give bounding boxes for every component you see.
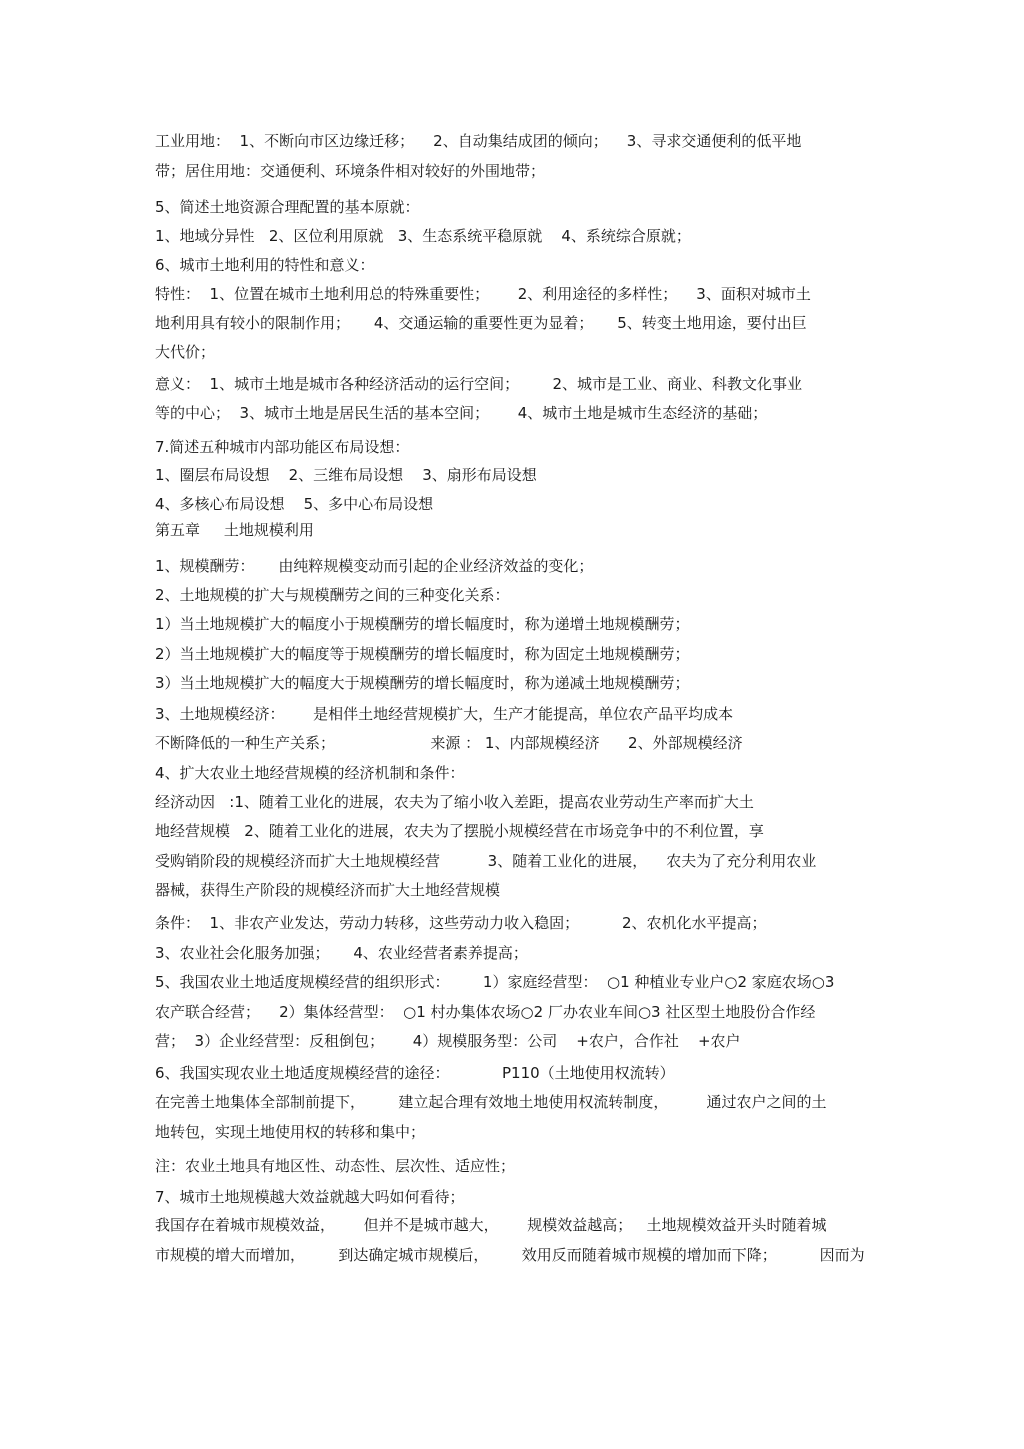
text-line: 带；居住用地：交通便利、环境条件相对较好的外围地带；	[155, 162, 546, 180]
text-line: 2、土地规模的扩大与规模酬劳之间的三种变化关系：	[155, 586, 510, 604]
text-line: 6、我国实现农业土地适度规模经营的途径： P110（土地使用权流转）	[155, 1064, 675, 1082]
text-line: 4、多核心布局设想 5、多中心布局设想	[155, 495, 434, 513]
text-line: 7.简述五种城市内部功能区布局设想：	[155, 438, 410, 456]
text-line: 经济动因 :1、随着工业化的进展，农夫为了缩小收入差距，提高农业劳动生产率而扩大土	[155, 793, 754, 811]
text-line: 地利用具有较小的限制作用； 4、交通运输的重要性更为显着； 5、转变土地用途，要付出巨	[155, 314, 807, 332]
chapter-heading: 第五章 土地规模利用	[155, 521, 314, 539]
text-line: 不断降低的一种生产关系； 来源 ： 1、内部规模经济 2、外部规模经济	[155, 734, 743, 752]
text-line: 1、地域分异性 2、区位利用原就 3、生态系统平稳原就 4、系统综合原就；	[155, 227, 691, 245]
text-line: 等的中心； 3、城市土地是居民生活的基本空间； 4、城市土地是城市生态经济的基础；	[155, 404, 768, 422]
text-line: 营； 3）企业经营型：反租倒包； 4）规模服务型：公司 +农户，合作社 +农户	[155, 1032, 741, 1050]
text-line: 3、农业社会化服务加强； 4、农业经营者素养提高；	[155, 944, 528, 962]
text-line: 器械，获得生产阶段的规模经济而扩大土地经营规模	[155, 881, 501, 899]
text-line: 1）当土地规模扩大的幅度小于规模酬劳的增长幅度时，称为递增土地规模酬劳；	[155, 615, 690, 633]
text-line: 5、我国农业土地适度规模经营的组织形式： 1）家庭经营型： ○1 种植业专业户○2 家庭农场○3	[155, 973, 835, 991]
text-line: 我国存在着城市规模效益， 但并不是城市越大， 规模效益越高； 土地规模效益开头时随着城	[155, 1216, 827, 1234]
text-line: 2）当土地规模扩大的幅度等于规模酬劳的增长幅度时，称为固定土地规模酬劳；	[155, 645, 690, 663]
text-line: 7、城市土地规模越大效益就越大吗如何看待；	[155, 1188, 465, 1206]
text-line: 5、简述土地资源合理配置的基本原就：	[155, 198, 420, 216]
text-line: 地转包，实现土地使用权的转移和集中；	[155, 1123, 426, 1141]
text-line: 大代价；	[155, 343, 216, 361]
text-line: 受购销阶段的规模经济而扩大土地规模经营 3、随着工业化的进展， 农夫为了充分利用农业	[155, 852, 817, 870]
text-line: 条件： 1、非农产业发达，劳动力转移，这些劳动力收入稳固； 2、农机化水平提高；	[155, 914, 767, 932]
text-line: 注：农业土地具有地区性、动态性、层次性、适应性；	[155, 1157, 516, 1175]
text-line: 1、规模酬劳： 由纯粹规模变动而引起的企业经济效益的变化；	[155, 557, 594, 575]
text-line: 地经营规模 2、随着工业化的进展，农夫为了摆脱小规模经营在市场竞争中的不利位置，享	[155, 822, 764, 840]
text-line: 3、土地规模经济： 是相伴土地经营规模扩大，生产才能提高，单位农产品平均成本	[155, 705, 734, 723]
text-line: 特性： 1、位置在城市土地利用总的特殊重要性； 2、利用途径的多样性； 3、面积对城市土	[155, 285, 811, 303]
text-line: 工业用地： 1、不断向市区边缘迁移； 2、自动集结成团的倾向； 3、寻求交通便利的低平地	[155, 132, 802, 150]
text-line: 市规模的增大而增加， 到达确定城市规模后， 效用反而随着城市规模的增加而下降； 因而为	[155, 1246, 865, 1264]
text-line: 6、城市土地利用的特性和意义：	[155, 256, 375, 274]
text-line: 意义： 1、城市土地是城市各种经济活动的运行空间； 2、城市是工业、商业、科教文化事业	[155, 375, 803, 393]
text-line: 农产联合经营； 2）集体经营型： ○1 村办集体农场○2 厂办农业车间○3 社区型土地股份合作经	[155, 1003, 816, 1021]
text-line: 1、圈层布局设想 2、三维布局设想 3、扇形布局设想	[155, 466, 537, 484]
text-line: 在完善土地集体全部制前提下， 建立起合理有效地土地使用权流转制度， 通过农户之间的土	[155, 1093, 827, 1111]
text-line: 4、扩大农业土地经营规模的经济机制和条件：	[155, 764, 465, 782]
text-line: 3）当土地规模扩大的幅度大于规模酬劳的增长幅度时，称为递减土地规模酬劳；	[155, 674, 690, 692]
